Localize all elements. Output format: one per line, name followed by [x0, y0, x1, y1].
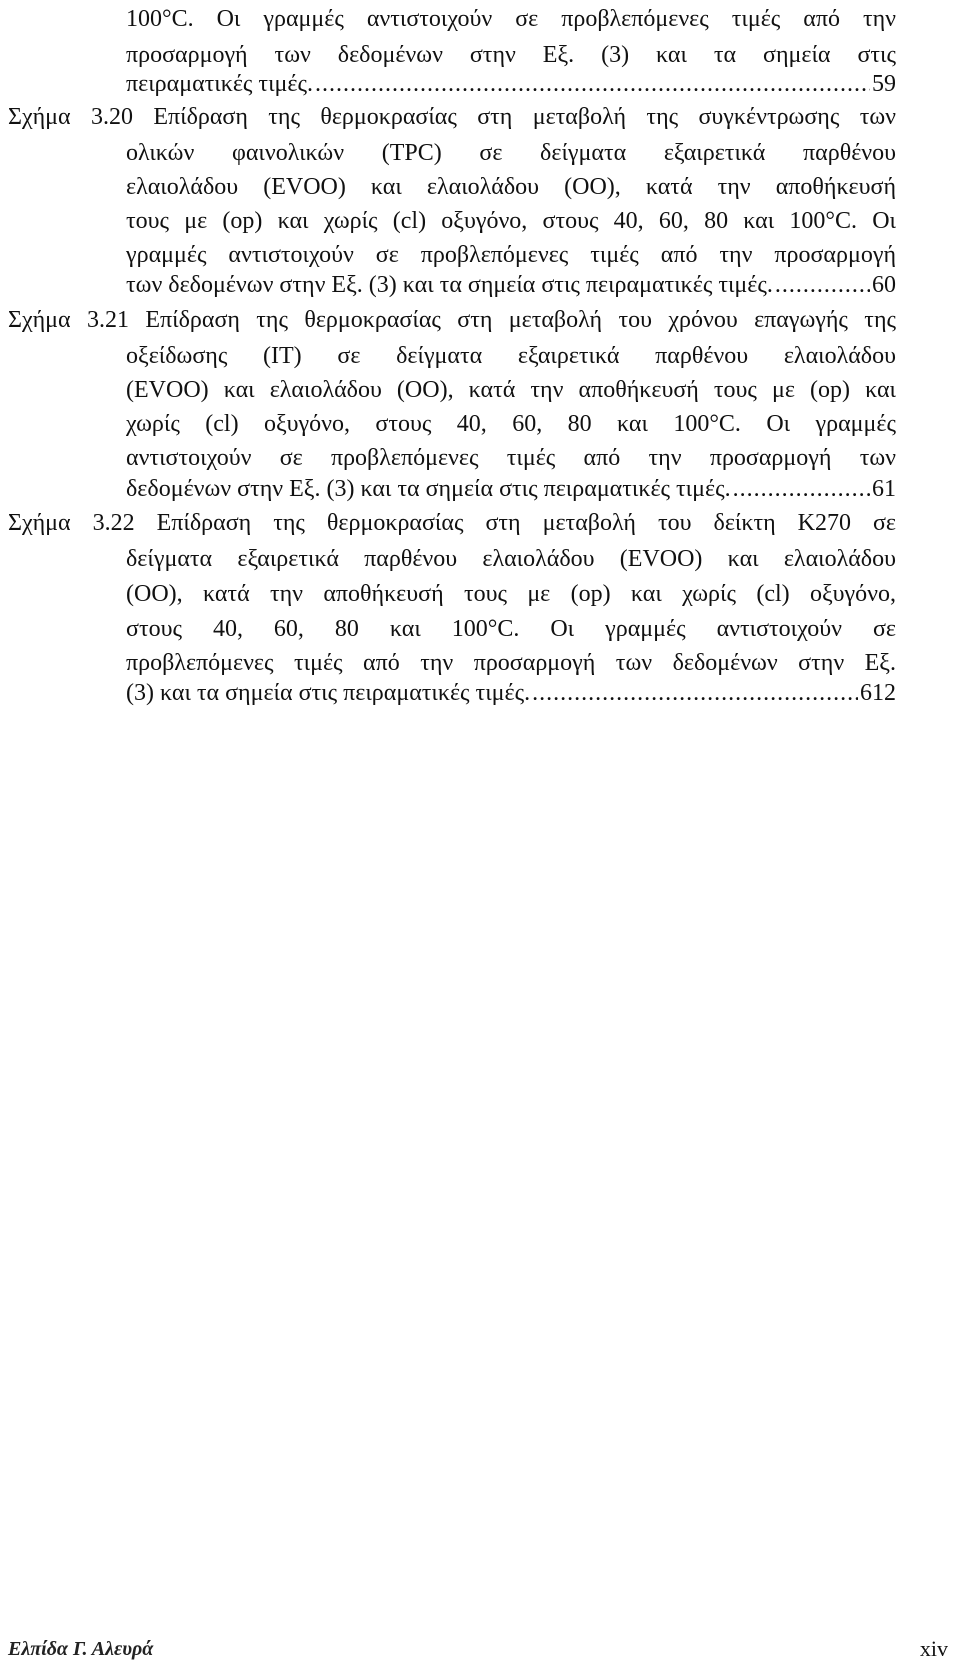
toc-entry-line: (OO), κατά την αποθήκευσή τους με (op) και χωρίς (cl) οξυγόνο, [126, 581, 896, 607]
toc-entry-line: δείγματα εξαιρετικά παρθένου ελαιολάδου (EVOO) και ελαιολάδου [126, 546, 896, 572]
dot-leader [315, 69, 870, 99]
toc-entry-text: δεδομένων στην Εξ. (3) και τα σημεία στις πειραματικές τιμές. [126, 476, 731, 502]
toc-entry-line: οξείδωσης (IT) σε δείγματα εξαιρετικά παρθένου ελαιολάδου [126, 343, 896, 369]
toc-entry-leader-line[interactable] [126, 678, 896, 708]
toc-entry-line: τους με (op) και χωρίς (cl) οξυγόνο, στους 40, 60, 80 και 100°C. Οι [126, 208, 896, 234]
footer-page-number: xiv [919, 1636, 948, 1661]
toc-entry-title[interactable]: Σχήμα 3.21 Επίδραση της θερμοκρασίας στη μεταβολή του χρόνου επαγωγής της [8, 307, 896, 333]
toc-entry-line: προβλεπόμενες τιμές από την προσαρμογή των δεδομένων στην Εξ. [126, 650, 896, 676]
toc-entry-line: στους 40, 60, 80 και 100°C. Οι γραμμές αντιστοιχούν σε [126, 616, 896, 642]
toc-entry-line: χωρίς (cl) οξυγόνο, στους 40, 60, 80 και 100°C. Οι γραμμές [126, 411, 896, 437]
dot-leader [532, 678, 858, 708]
toc-entry-leader-line[interactable] [126, 270, 896, 300]
toc-entry-leader-line[interactable] [126, 69, 896, 99]
toc-entry-line: 100°C. Οι γραμμές αντιστοιχούν σε προβλεπόμενες τιμές από την [126, 6, 896, 32]
toc-page-number: 612 [860, 680, 896, 706]
toc-entry-text: πειραματικές τιμές. [126, 71, 313, 97]
toc-entry-leader-line[interactable] [126, 474, 896, 504]
toc-page-number: 61 [872, 476, 896, 502]
toc-entry-line: ελαιολάδου (EVOO) και ελαιολάδου (OO), κατά την αποθήκευσή [126, 174, 896, 200]
toc-page-number: 59 [872, 71, 896, 97]
toc-entry-text: των δεδομένων στην Εξ. (3) και τα σημεία στις πειραματικές τιμές. [126, 272, 773, 298]
toc-entry-line: ολικών φαινολικών (TPC) σε δείγματα εξαιρετικά παρθένου [126, 140, 896, 166]
dot-leader [775, 270, 870, 300]
toc-page-number: 60 [872, 272, 896, 298]
toc-entry-line: γραμμές αντιστοιχούν σε προβλεπόμενες τιμές από την προσαρμογή [126, 242, 896, 268]
toc-entry-line: προσαρμογή των δεδομένων στην Εξ. (3) και τα σημεία στις [126, 42, 896, 68]
toc-entry-title[interactable]: Σχήμα 3.20 Επίδραση της θερμοκρασίας στη μεταβολή της συγκέντρωσης των [8, 104, 896, 130]
dot-leader [733, 474, 870, 504]
toc-entry-text: (3) και τα σημεία στις πειραματικές τιμές. [126, 680, 531, 706]
toc-entry-line: (EVOO) και ελαιολάδου (OO), κατά την αποθήκευσή τους με (op) και [126, 377, 896, 403]
toc-entry-title[interactable]: Σχήμα 3.22 Επίδραση της θερμοκρασίας στη μεταβολή του δείκτη K270 σε [8, 510, 896, 536]
footer-author: Ελπίδα Γ. Αλευρά [8, 1638, 154, 1660]
toc-entry-line: αντιστοιχούν σε προβλεπόμενες τιμές από την προσαρμογή των [126, 445, 896, 471]
